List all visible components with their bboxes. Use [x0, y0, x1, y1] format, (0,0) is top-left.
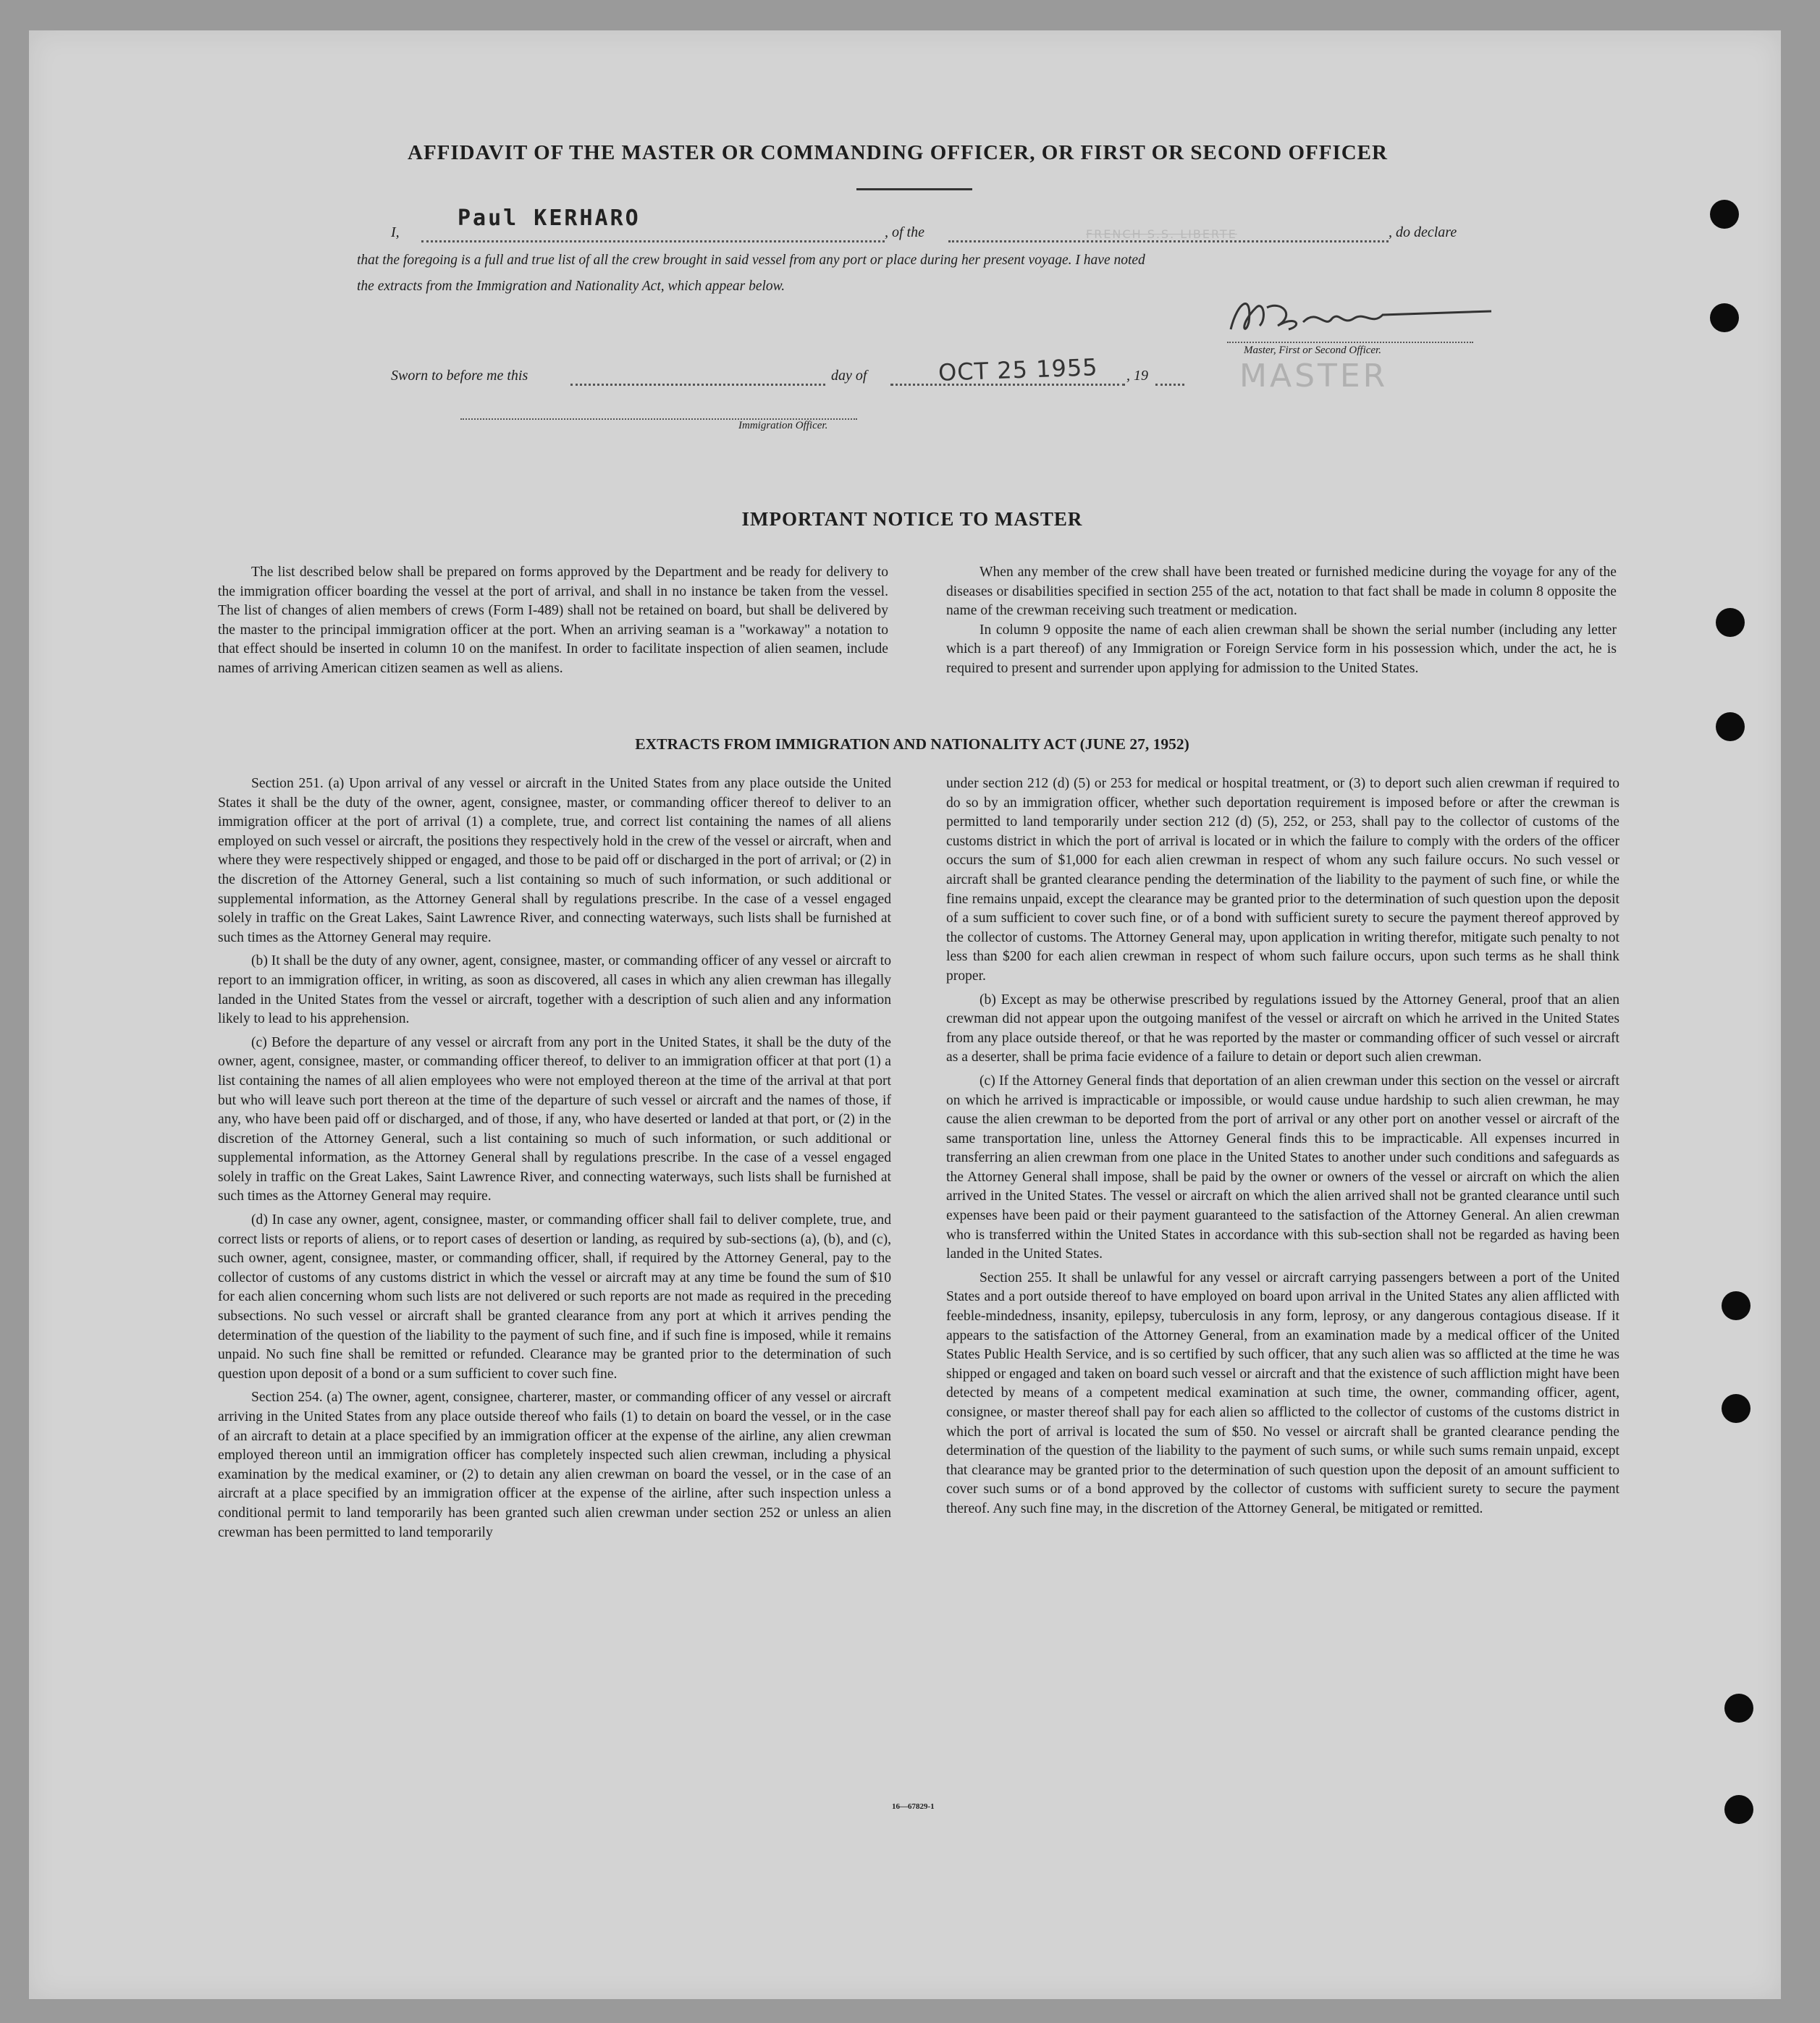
sworn-label: Sworn to before me this: [391, 368, 528, 384]
sworn-blank: [570, 384, 825, 386]
section-254-b: (b) Except as may be otherwise prescribed by regulations issued by the Attorney General, proof that an alien crewman did not appear upon the outgoing manifest of the vessel or aircraft on which he arrived in the United States from any place outside thereof, or that he was reported by the master or commanding officer of such vessel or aircraft as a deserter, shall be prima facie evidence of a failure to detain or deport such alien crewman.: [946, 992, 1619, 1065]
year-blank: [1155, 384, 1184, 386]
name-blank: [421, 240, 885, 242]
year-label: , 19: [1126, 368, 1148, 384]
declaration-line-2: that the foregoing is a full and true list of all the crew brought in said vessel from any port or place during her present voyage. I have noted: [357, 253, 1145, 268]
punch-hole: [1722, 1291, 1751, 1320]
punch-hole: [1724, 1694, 1753, 1723]
title-divider: [856, 188, 972, 190]
immigration-officer-caption: Immigration Officer.: [738, 420, 828, 431]
vessel-name-struck: FRENCH S.S. LIBERTE: [1086, 227, 1237, 241]
master-signature: [1216, 286, 1506, 344]
affidavit-title: AFFIDAVIT OF THE MASTER OR COMMANDING OFFICER, OR FIRST OR SECOND OFFICER: [408, 141, 1388, 164]
do-declare-label: , do declare: [1389, 224, 1457, 240]
punch-hole: [1724, 1795, 1753, 1824]
punch-hole: [1716, 608, 1745, 637]
declaration-i-label: I,: [391, 224, 400, 240]
notice-right-column: [946, 563, 1617, 679]
notice-right-paragraph-1: When any member of the crew shall have been treated or furnished medicine during the voyage for any of the diseases or disabilities specified in section 255 of the act, notation to that fact shall be made in column 8 opposite the name of the crewman receiving such treatment or medication.: [946, 565, 1617, 619]
date-stamp: OCT 25 1955: [938, 353, 1099, 387]
form-code: 16—67829-1: [892, 1802, 935, 1811]
section-254-a-continued: under section 212 (d) (5) or 253 for medical or hospital treatment, or (3) to deport such alien crewman if required to do so by an immigration officer, whether such deportation requirement is imposed before or after the crewman is permitted to land temporarily under section 212 (d) (5), 252, or 253, shall pay to the collector of customs of the customs district in which the port of arrival is located or in which the failure to comply with the orders of the officer occurs the sum of $1,000 for each alien crewman in respect of whom any such failure occurs. No such vessel or aircraft shall be granted clearance pending the determination of the liability to the payment of such fine, or while the fine remains unpaid, except the clearance may be granted prior to the determination of such question upon the deposit of a sum sufficient to cover such fine, or of a bond with sufficient surety to secure the payment thereof approved by the collector of customs. The Attorney General may, upon application in writing therefor, mitigate such penalty to not less than $200 for each alien crewman in respect of whom such failure occurs, upon such terms as he shall think proper.: [946, 776, 1619, 984]
notice-left-paragraph: The list described below shall be prepared on forms approved by the Department and be ready for delivery to the immigration officer boarding the vessel at the port of arrival, and shall in no instance be taken from the vessel. The list of changes of alien members of crews (Form I-489) shall not be retained on board, but shall be delivered by the master to the principal immigration officer at the port. When an arriving seaman is a "workaway" a notation to that effect should be inserted in column 10 on the manifest. In order to facilitate inspection of alien seamen, include names of arriving American citizen seamen as well as aliens.: [218, 565, 888, 676]
extracts-left-column: [218, 774, 891, 1547]
signature-caption: Master, First or Second Officer.: [1244, 345, 1381, 356]
section-255: Section 255. It shall be unlawful for any vessel or aircraft carrying passengers between a port of the United States and a port outside thereof to have employed on board upon arrival in the United States any alien afflicted with feeble-mindedness, insanity, epilepsy, tuberculosis in any form, leprosy, or any dangerous contagious disease. If it appears to the satisfaction of the Attorney General, from an examination made by a medical officer of the United States Public Health Service, and is so certified by such officer, that any such alien was so afflicted at the time he was shipped or engaged and taken on board such vessel or aircraft and that the existence of such affliction might have been detected by means of a competent medical examination at such time, the owner, commanding officer, agent, consignee, or master thereof shall pay for each alien so afflicted to the collector of customs of the customs district in which the port of arrival is located the sum of $50. No vessel or aircraft shall be granted clearance pending the determination of the question of the liability to the payment of such sums, or while such sums remain unpaid, except that clearance may be granted prior to the determination of such question upon the deposit of an amount sufficient to cover such sums or of a bond approved by the collector of customs with sufficient surety to secure the payment thereof. Any such fine may, in the discretion of the Attorney General, be mitigated or remitted.: [946, 1270, 1620, 1516]
section-251-a: Section 251. (a) Upon arrival of any vessel or aircraft in the United States from any place outside the United States it shall be the duty of the owner, agent, consignee, master, or commanding officer thereof to deliver to an immigration officer at the port of arrival (1) a complete, true, and correct list containing the names of all aliens employed on such vessel or aircraft, the positions they respectively hold in the crew of the vessel or aircraft, when and where they were respectively shipped or engaged, and those to be paid off or discharged in the port of arrival; or (2) in the discretion of the Attorney General, such a list containing so much of such information, or such additional or supplemental information, as the Attorney General shall by regulations prescribe. In the case of a vessel engaged solely in traffic on the Great Lakes, Saint Lawrence River, and connecting waterways, such lists shall be furnished at such times as the Attorney General may require.: [218, 776, 891, 945]
notice-right-paragraph-2: In column 9 opposite the name of each alien crewman shall be shown the serial number (including any letter which is a part thereof) of any Immigration or Foreign Service form in his possession which, under the act, he is required to present and surrender upon applying for admission to the United States.: [946, 622, 1617, 676]
section-251-d: (d) In case any owner, agent, consignee, master, or commanding officer shall fail to deliver complete, true, and correct lists or reports of aliens, or to report cases of desertion or landing, as required by sub-sections (a), (b), and (c), such owner, agent, consignee, master, or commanding officer, shall, if required by the Attorney General, pay to the collector of customs of any customs district in which the vessel or aircraft may at any time be found the sum of $10 for each alien concerning whom such lists are not delivered or such reports are not made as required in the preceding subsections. No such vessel or aircraft shall be granted clearance from any port at which it arrives pending the determination of the question of the liability to the payment of such fine, and if such fine is imposed, while it remains unpaid. No such fine shall be remitted or refunded. Clearance may be granted prior to the determination of such question upon deposit of a bond or a sum sufficient to cover such fine.: [218, 1212, 891, 1382]
section-251-c: (c) Before the departure of any vessel or aircraft from any port in the United States, it shall be the duty of the owner, agent, consignee, master, or commanding officer thereof, to deliver to an immigration officer at that port (1) a list containing the names of all alien employees who were not employed thereon at the time of the arrival at that port but who will leave such port thereon at the time of the departure of such vessel or aircraft and the names of those, if any, who have been paid off or discharged, and of those, if any, who have deserted or landed at that port, or (2) in the discretion of the Attorney General, such a list containing so much of such information, or such additional or supplemental information, as the Attorney General shall by regulations prescribe. In the case of a vessel engaged solely in traffic on the Great Lakes, Saint Lawrence River, and connecting waterways, such lists shall be furnished at such times as the Attorney General may require.: [218, 1034, 891, 1204]
of-the-label: , of the: [885, 224, 924, 240]
section-254-a: Section 254. (a) The owner, agent, consignee, charterer, master, or commanding officer of any vessel or aircraft arriving in the United States from any place outside thereof who fails (1) to detain on board the vessel, or in the case of an aircraft to detain at a place specified by an immigration officer at the expense of the airline, any alien crewman employed thereon until an immigration officer has completely inspected such alien crewman, including a physical examination by the medical examiner, or (2) to detain any alien crewman on board the vessel, or in the case of an aircraft at a place specified by an immigration officer at the expense of the airline, after such inspection unless a conditional permit to land temporarily has been granted such alien crewman under section 252 or unless an alien crewman has been permitted to land temporarily: [218, 1390, 891, 1540]
punch-hole: [1716, 712, 1745, 741]
master-stamp: MASTER: [1239, 358, 1389, 394]
signature-line: [1227, 342, 1473, 343]
punch-hole: [1722, 1394, 1751, 1423]
extracts-right-column: [946, 774, 1619, 1524]
notice-left-column: [218, 563, 888, 679]
notice-heading: IMPORTANT NOTICE TO MASTER: [741, 508, 1083, 530]
master-name-handwritten: Paul KERHARO: [458, 206, 641, 231]
section-254-c: (c) If the Attorney General finds that deportation of an alien crewman under this section on the vessel or aircraft on which he arrived is impracticable or impossible, or would cause undue hardship to such alien crewman, he may cause the alien crewman to be deported from the port of arrival or any other port on another vessel or aircraft of the same transportation line, unless the Attorney General finds this to be impracticable. All expenses incurred in transferring an alien crewman from one place in the United States to another under such conditions and safeguards as the Attorney General shall impose, shall be paid by the owner or owners of the vessel or aircraft on which the alien arrived in the United States. The vessel or aircraft on which the alien arrived shall not be granted clearance until such expenses have been paid or their payment guaranteed to the satisfaction of the Attorney General. An alien crewman who is transferred within the United States in accordance with this sub-section shall not be regarded as having been landed in the United States.: [946, 1073, 1619, 1262]
punch-hole: [1710, 303, 1739, 332]
extracts-heading: EXTRACTS FROM IMMIGRATION AND NATIONALITY ACT (JUNE 27, 1952): [635, 735, 1189, 753]
punch-hole: [1710, 200, 1739, 229]
section-251-b: (b) It shall be the duty of any owner, agent, consignee, master, or commanding officer of any vessel or aircraft to report to an immigration officer, in writing, as soon as discovered, all cases in which any alien crewman has illegally landed in the United States from the vessel or aircraft, together with a description of such alien and any information likely to lead to his apprehension.: [218, 953, 891, 1027]
day-of-label: day of: [831, 368, 867, 384]
declaration-line-3: the extracts from the Immigration and Nationality Act, which appear below.: [357, 279, 785, 294]
